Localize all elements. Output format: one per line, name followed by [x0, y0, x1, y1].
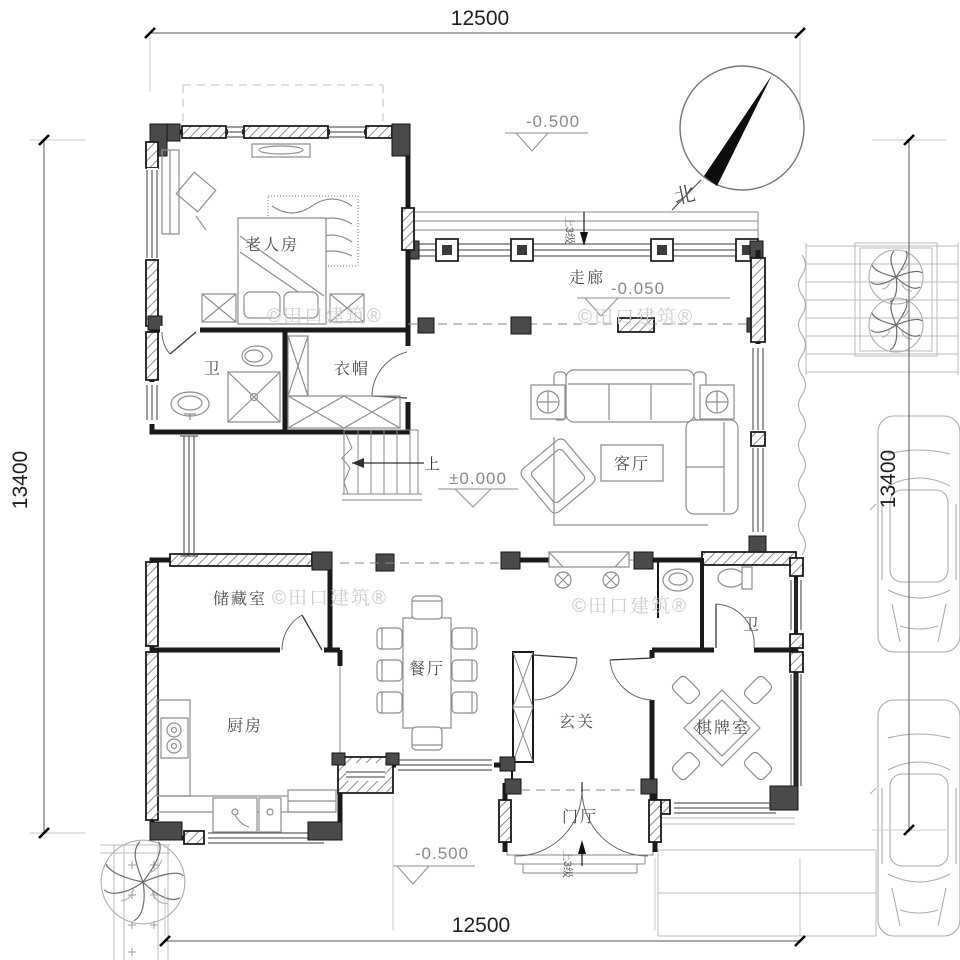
dim-top: [145, 7, 805, 120]
watermark: ©田口建筑®: [578, 307, 694, 328]
svg-text:13400: 13400: [877, 449, 900, 509]
entry-steps-note: 上3级: [561, 849, 573, 879]
label-dining: 餐厅: [408, 661, 446, 678]
bath1-fixtures: [171, 346, 280, 422]
watermark: ©田口建筑®: [267, 306, 383, 327]
north-compass: [672, 66, 804, 210]
tree-icon: [869, 298, 923, 352]
bath2-fixtures: [663, 567, 752, 591]
watermark: ©田口建筑®: [572, 596, 688, 617]
svg-text:-0.500: -0.500: [525, 112, 581, 131]
label-chess: 棋牌室: [695, 720, 751, 737]
elevation-ground: [438, 469, 518, 507]
label-living: 客厅: [613, 456, 651, 473]
label-storage: 储藏室: [212, 591, 268, 608]
svg-text:-0.050: -0.050: [610, 279, 666, 298]
north-needle-icon: [704, 75, 772, 186]
roof-overhang-dashed: [183, 85, 383, 128]
label-bath2: 卫: [742, 617, 762, 634]
watermark: ©田口建筑®: [272, 588, 388, 609]
tree-icon: [869, 250, 923, 304]
stairs: [342, 430, 440, 500]
elevation-site-top: [505, 112, 588, 151]
car-bottom: [870, 700, 960, 936]
cloak-wardrobe: [288, 336, 400, 428]
label-corridor: 走廊: [568, 270, 606, 287]
elder-room-furniture: [162, 144, 364, 324]
hall-pillar: [513, 652, 533, 762]
svg-text:-0.500: -0.500: [414, 844, 470, 863]
label-kitchen: 厨房: [226, 718, 264, 735]
planting-strip: [100, 840, 185, 960]
label-foyer: 门厅: [561, 809, 599, 826]
svg-text:±0.000: ±0.000: [449, 469, 507, 488]
label-hall: 玄关: [558, 714, 596, 731]
svg-text:12500: 12500: [451, 914, 511, 937]
label-elder-room: 老人房: [244, 237, 300, 254]
corridor-steps-note: 上3级: [563, 215, 575, 245]
stairs-up-label: 上: [424, 456, 440, 473]
label-bath1: 卫: [203, 361, 223, 378]
dim-left: [9, 135, 86, 838]
svg-text:13400: 13400: [9, 450, 32, 510]
north-label: 北: [671, 182, 698, 210]
dim-right: [872, 135, 946, 835]
svg-text:12500: 12500: [450, 7, 510, 30]
elevation-site-bottom: [393, 844, 475, 884]
label-cloak: 衣帽: [333, 361, 371, 378]
